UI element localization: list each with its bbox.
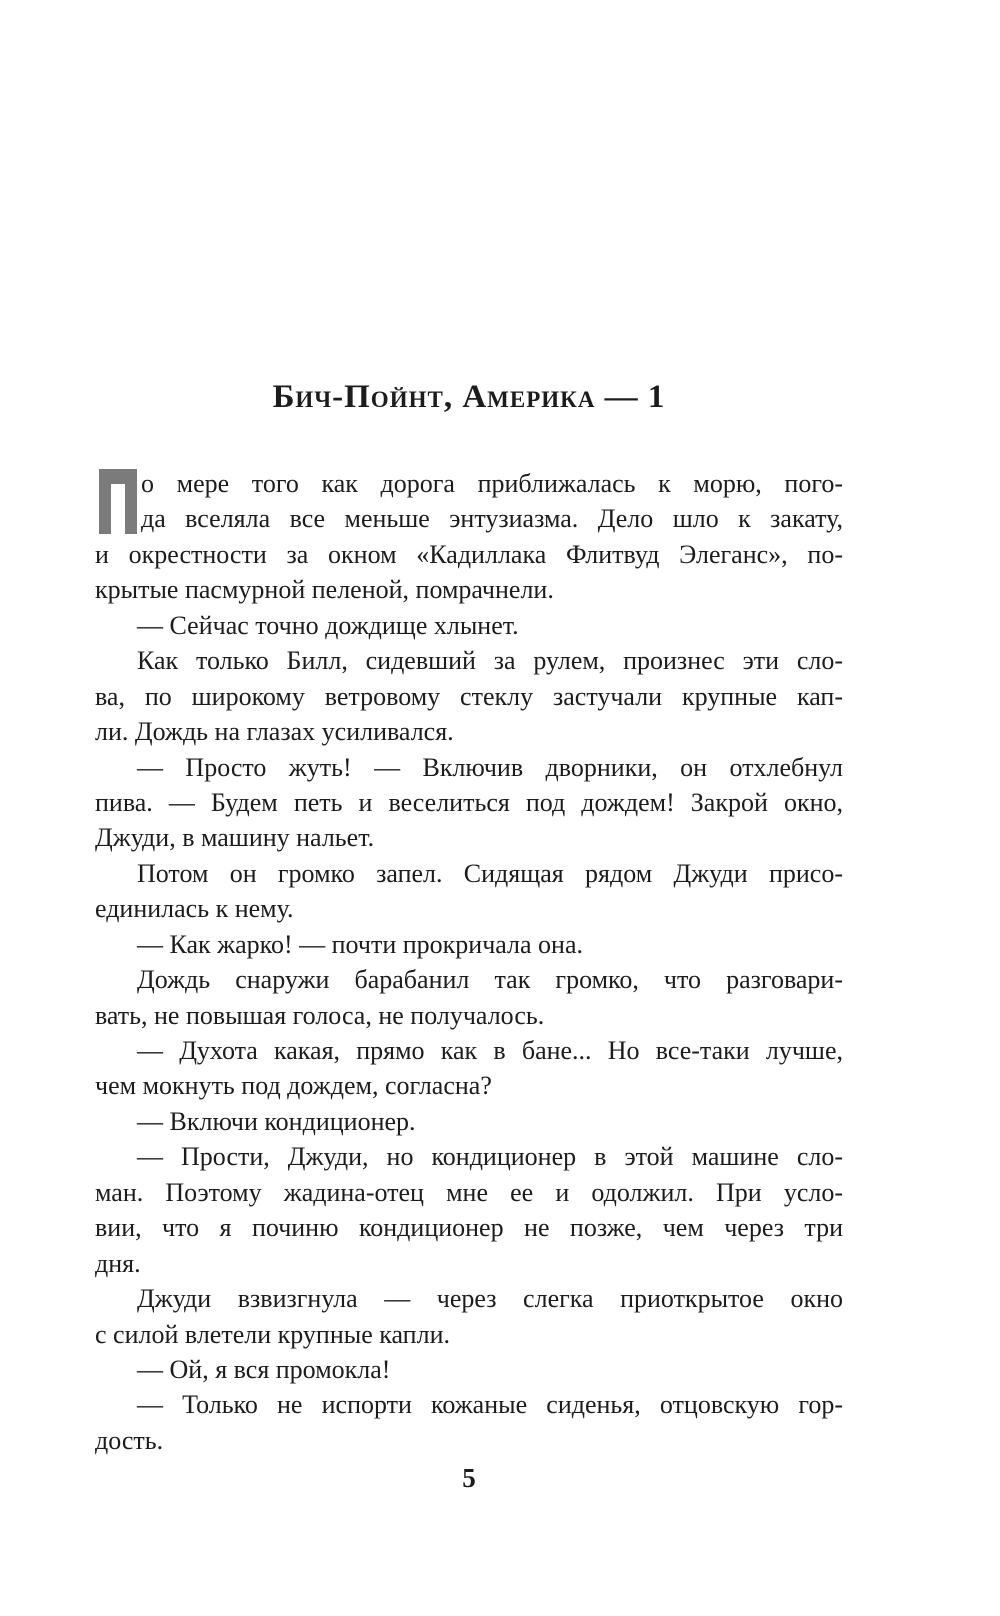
body-text	[95, 466, 843, 1458]
text-line: и окрестности за окном «Кадиллака Флитвуд Элеганс», по-	[95, 539, 843, 569]
text-line: — Сейчас точно дождище хлынет.	[137, 610, 519, 640]
text-line: — Включи кондиционер.	[137, 1106, 416, 1136]
text-line: Как только Билл, сидевший за рулем, произнес эти сло-	[137, 646, 843, 676]
text-line: ман. Поэтому жадина-отец мне ее и одолжил. При усло-	[95, 1177, 843, 1207]
text-line: — Как жарко! — почти прокричала она.	[137, 929, 584, 959]
text-line: ва, по широкому ветровому стеклу застучали крупные кап-	[95, 681, 843, 711]
text-line: Джуди взвизгнула — через слегка приоткрытое окно	[137, 1284, 843, 1314]
text-line: дость.	[95, 1425, 164, 1455]
text-line: вии, что я починю кондиционер не позже, чем через три	[95, 1213, 843, 1243]
text-line: единилась к нему.	[95, 894, 294, 924]
text-line: пива. — Будем петь и веселиться под дождем! Закрой окно,	[95, 787, 843, 817]
text-line: — Прости, Джуди, но кондиционер в этой машине сло-	[137, 1142, 843, 1172]
text-line: — Просто жуть! — Включив дворники, он отхлебнул	[137, 752, 843, 782]
drop-cap	[99, 469, 137, 534]
text-line: Дождь снаружи барабанил так громко, что разговари-	[137, 965, 843, 995]
text-line: — Духота какая, прямо как в бане... Но все-таки лучше,	[137, 1036, 843, 1065]
text-line: Потом он громко запел. Сидящая рядом Джуди присо-	[137, 858, 843, 888]
text-line: — Только не испорти кожаные сиденья, отцовскую гор-	[137, 1390, 843, 1420]
text-line: — Ой, я вся промокла!	[137, 1354, 391, 1384]
text-line: крытые пасмурной пеленой, помрачнели.	[95, 575, 554, 605]
text-line: вать, не повышая голоса, не получалось.	[95, 1000, 545, 1030]
text-line: чем мокнуть под дождем, согласна?	[95, 1071, 492, 1101]
text-line: да вселяла все меньше энтузиазма. Дело шло к закату,	[141, 504, 843, 534]
text-line: Джуди, в машину нальет.	[95, 823, 375, 853]
text-line: о мере того как дорога приближалась к морю, пого-	[141, 469, 843, 498]
text-line: дня.	[95, 1248, 141, 1278]
text-line: с силой влетели крупные капли.	[95, 1319, 450, 1349]
text-line: ли. Дождь на глазах усиливался.	[95, 717, 454, 747]
page-number: 5	[462, 1463, 476, 1493]
chapter-title: Бич-Пойнт, Америка — 1	[272, 379, 666, 415]
drop-cap-letter	[111, 484, 112, 485]
